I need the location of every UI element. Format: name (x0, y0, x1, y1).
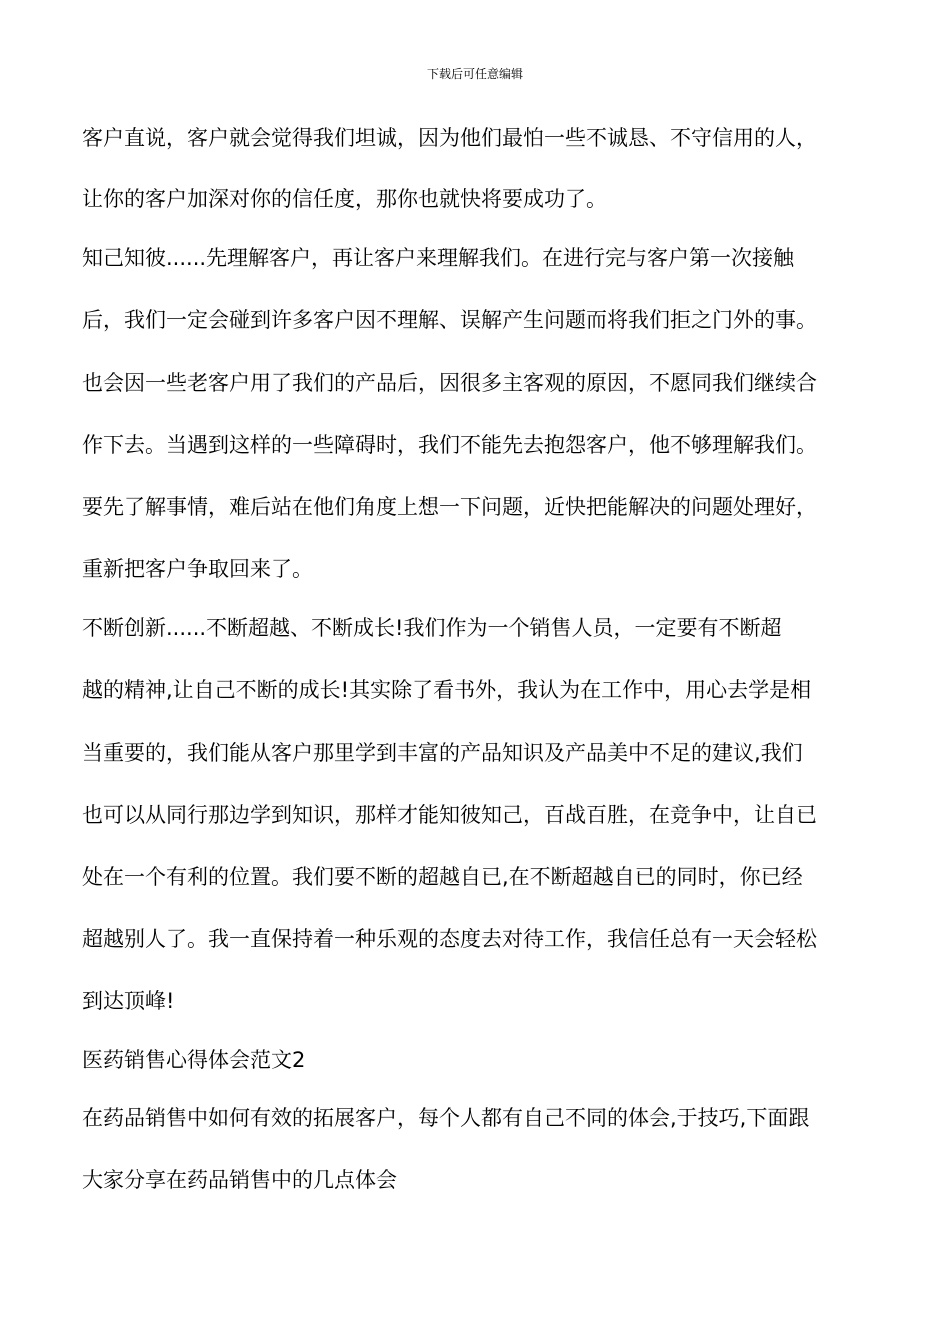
body-line: 作下去。当遇到这样的一些障碍时，我们不能先去抱怨客户，他不够理解我们。 (82, 433, 817, 457)
body-line: 后，我们一定会碰到许多客户因不理解、误解产生问题而将我们拒之门外的事。 (82, 308, 817, 332)
section-heading: 医药销售心得体会范文2 (82, 1048, 306, 1072)
body-line: 客户直说，客户就会觉得我们坦诚，因为他们最怕一些不诚恳、不守信用的人， (82, 126, 817, 150)
body-line: 越的精神,让自己不断的成长!其实除了看书外，我认为在工作中，用心去学是相 (82, 678, 812, 702)
page-header: 下载后可任意编辑 (426, 67, 523, 81)
body-line: 大家分享在药品销售中的几点体会 (82, 1168, 397, 1192)
body-line: 也会因一些老客户用了我们的产品后，因很多主客观的原因，不愿同我们继续合 (82, 371, 817, 395)
body-line: 重新把客户争取回来了。 (82, 557, 313, 581)
body-line: 当重要的，我们能从客户那里学到丰富的产品知识及产品美中不足的建议,我们 (82, 741, 803, 765)
body-line: 处在一个有利的位置。我们要不断的超越自已,在不断超越自已的同时，你已经 (82, 865, 803, 889)
body-line: 在药品销售中如何有效的拓展客户，每个人都有自己不同的体会,于技巧,下面跟 (82, 1106, 810, 1130)
body-line: 到达顶峰! (82, 989, 175, 1013)
body-line: 让你的客户加深对你的信任度，那你也就快将要成功了。 (82, 187, 607, 211)
body-line: 超越别人了。我一直保持着一种乐观的态度去对待工作，我信任总有一天会轻松 (82, 927, 817, 951)
body-line: 不断创新......不断超越、不断成长!我们作为一个销售人员，一定要有不断超 (82, 616, 782, 640)
body-line: 要先了解事情，难后站在他们角度上想一下问题，近快把能解决的问题处理好， (82, 495, 817, 519)
body-line: 知己知彼......先理解客户，再让客户来理解我们。在进行完与客户第一次接触 (82, 246, 795, 270)
body-line: 也可以从同行那边学到知识，那样才能知彼知己，百战百胜，在竞争中，让自已 (82, 803, 817, 827)
